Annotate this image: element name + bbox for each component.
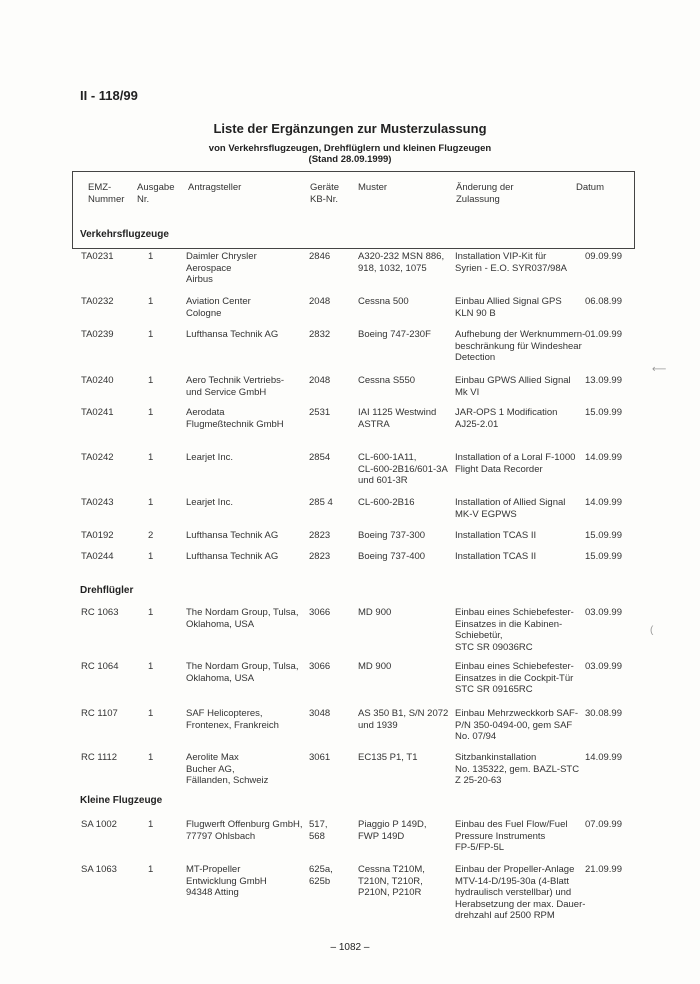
entry-aenderung: Einbau des Fuel Flow/Fuel Pressure Instruments FP-5/FP-5L — [455, 819, 568, 853]
entry-antragsteller: Learjet Inc. — [186, 497, 233, 508]
entry-ausgabe: 2 — [148, 530, 154, 541]
column-header-muster: Muster — [358, 182, 388, 193]
section-heading: Verkehrsflugzeuge — [80, 229, 169, 240]
entry-id: RC 1107 — [81, 708, 118, 719]
entry-datum: 14.09.99 — [585, 452, 622, 463]
entry-kb-nr: 285 4 — [309, 497, 333, 508]
entry-aenderung: Installation of Allied Signal MK-V EGPWS — [455, 497, 566, 520]
section-heading: Kleine Flugzeuge — [80, 795, 163, 806]
entry-datum: 03.09.99 — [585, 661, 622, 672]
entry-antragsteller: Learjet Inc. — [186, 452, 233, 463]
column-header-geraete: Geräte KB-Nr. — [310, 182, 340, 205]
entry-ausgabe: 1 — [148, 819, 154, 830]
document-title: Liste der Ergänzungen zur Musterzulassung — [213, 121, 487, 136]
entry-antragsteller: Lufthansa Technik AG — [186, 329, 279, 340]
document-reference: II - 118/99 — [80, 88, 138, 103]
entry-ausgabe: 1 — [148, 329, 154, 340]
entry-antragsteller: SAF Helicopteres, Frontenex, Frankreich — [186, 708, 279, 731]
entry-ausgabe: 1 — [148, 708, 154, 719]
entry-muster: MD 900 — [358, 607, 392, 618]
entry-kb-nr: 3048 — [309, 708, 331, 719]
entry-antragsteller: Aero Technik Vertriebs- und Service GmbH — [186, 375, 285, 398]
subtitle-line-2: (Stand 28.09.1999) — [308, 154, 392, 165]
entry-aenderung: Sitzbankinstallation No. 135322, gem. BAZL-STC Z 25-20-63 — [455, 752, 580, 786]
entry-datum: 01.09.99 — [585, 329, 622, 340]
entry-id: TA0232 — [81, 296, 114, 307]
entry-datum: 15.09.99 — [585, 551, 622, 562]
entry-aenderung: Einbau GPWS Allied Signal Mk VI — [455, 375, 571, 398]
entry-ausgabe: 1 — [148, 661, 154, 672]
entry-muster: MD 900 — [358, 661, 392, 672]
entry-datum: 06.08.99 — [585, 296, 622, 307]
margin-mark: ⟵ — [652, 364, 667, 375]
entry-ausgabe: 1 — [148, 375, 154, 386]
entry-kb-nr: 2846 — [309, 251, 331, 262]
entry-muster: Cessna S550 — [358, 375, 416, 386]
entry-aenderung: Installation TCAS II — [455, 551, 537, 562]
entry-ausgabe: 1 — [148, 864, 154, 875]
entry-kb-nr: 3066 — [309, 607, 331, 618]
page-number: – 1082 – — [330, 942, 370, 953]
entry-muster: Boeing 747-230F — [358, 329, 431, 340]
entry-kb-nr: 3066 — [309, 661, 331, 672]
entry-id: TA0240 — [81, 375, 114, 386]
entry-antragsteller: The Nordam Group, Tulsa, Oklahoma, USA — [186, 661, 299, 684]
entry-ausgabe: 1 — [148, 251, 154, 262]
column-header-antragsteller: Antragsteller — [188, 182, 242, 193]
entry-id: RC 1063 — [81, 607, 119, 618]
entry-muster: Cessna T210M, T210N, T210R, P210N, P210R — [358, 864, 425, 898]
entry-kb-nr: 2048 — [309, 296, 331, 307]
subtitle-line-1: von Verkehrsflugzeugen, Drehflüglern und kleinen Flugzeugen — [208, 143, 492, 154]
column-header-emz: EMZ- Nummer — [88, 182, 125, 205]
entry-aenderung: Installation TCAS II — [455, 530, 537, 541]
entry-muster: Piaggio P 149D, FWP 149D — [358, 819, 427, 842]
entry-antragsteller: MT-Propeller Entwicklung GmbH 94348 Atting — [186, 864, 267, 898]
entry-datum: 14.09.99 — [585, 752, 622, 763]
column-header-ausgabe: Ausgabe Nr. — [137, 182, 175, 205]
entry-datum: 03.09.99 — [585, 607, 622, 618]
entry-id: TA0241 — [81, 407, 114, 418]
entry-aenderung: Aufhebung der Werknummern- beschränkung für Windeshear Detection — [455, 329, 586, 363]
entry-kb-nr: 2823 — [309, 530, 331, 541]
entry-muster: Boeing 737-400 — [358, 551, 426, 562]
entry-id: TA0239 — [81, 329, 114, 340]
column-header-datum: Datum — [576, 182, 604, 193]
entry-muster: EC135 P1, T1 — [358, 752, 418, 763]
entry-datum: 15.09.99 — [585, 407, 622, 418]
entry-aenderung: Einbau eines Schiebefester- Einsatzes in die Kabinen- Schiebetür, STC SR 09036RC — [455, 607, 574, 653]
entry-kb-nr: 2832 — [309, 329, 331, 340]
entry-antragsteller: Daimler Chrysler Aerospace Airbus — [186, 251, 257, 285]
entry-muster: A320-232 MSN 886, 918, 1032, 1075 — [358, 251, 445, 274]
entry-aenderung: Einbau eines Schiebefester- Einsatzes in die Cockpit-Tür STC SR 09165RC — [455, 661, 574, 695]
entry-muster: CL-600-1A11, CL-600-2B16/601-3A und 601-3R — [358, 452, 448, 486]
entry-antragsteller: Aviation Center Cologne — [186, 296, 251, 319]
entry-id: RC 1112 — [81, 752, 118, 763]
entry-datum: 30.08.99 — [585, 708, 622, 719]
column-header-aenderung: Änderung der Zulassung — [456, 182, 514, 205]
entry-kb-nr: 2531 — [309, 407, 331, 418]
entry-datum: 15.09.99 — [585, 530, 622, 541]
entry-id: TA0244 — [81, 551, 114, 562]
entry-aenderung: Einbau der Propeller-Anlage MTV-14-D/195-30a (4-Blatt hydraulisch verstellbar) und Herabsetzung der max. Dauer- drehzahl auf 2500 RPM — [455, 864, 586, 921]
entry-kb-nr: 2823 — [309, 551, 331, 562]
entry-id: SA 1002 — [81, 819, 117, 830]
entry-datum: 21.09.99 — [585, 864, 622, 875]
entry-antragsteller: Aerodata Flugmeßtechnik GmbH — [186, 407, 284, 430]
entry-id: TA0231 — [81, 251, 114, 262]
entry-aenderung: JAR-OPS 1 Modification AJ25-2.01 — [455, 407, 558, 430]
entry-ausgabe: 1 — [148, 607, 154, 618]
entry-ausgabe: 1 — [148, 752, 154, 763]
entry-ausgabe: 1 — [148, 407, 154, 418]
entry-ausgabe: 1 — [148, 296, 154, 307]
document-subtitle — [0, 143, 700, 165]
entry-muster: Boeing 737-300 — [358, 530, 426, 541]
entry-ausgabe: 1 — [148, 497, 154, 508]
entry-antragsteller: Lufthansa Technik AG — [186, 551, 279, 562]
entry-kb-nr: 517, 568 — [309, 819, 328, 842]
entry-muster: Cessna 500 — [358, 296, 409, 307]
entry-datum: 13.09.99 — [585, 375, 622, 386]
entry-aenderung: Installation VIP-Kit für Syrien - E.O. SYR037/98A — [455, 251, 567, 274]
entry-id: SA 1063 — [81, 864, 117, 875]
entry-antragsteller: Aerolite Max Bucher AG, Fällanden, Schweiz — [186, 752, 269, 786]
entry-id: TA0242 — [81, 452, 114, 463]
entry-aenderung: Einbau Mehrzweckkorb SAF- P/N 350-0494-00, gem SAF No. 07/94 — [455, 708, 579, 742]
entry-kb-nr: 2854 — [309, 452, 331, 463]
entry-kb-nr: 2048 — [309, 375, 331, 386]
entry-datum: 14.09.99 — [585, 497, 622, 508]
entry-antragsteller: Lufthansa Technik AG — [186, 530, 279, 541]
entry-id: TA0192 — [81, 530, 114, 541]
entry-ausgabe: 1 — [148, 452, 154, 463]
entry-ausgabe: 1 — [148, 551, 154, 562]
entry-kb-nr: 3061 — [309, 752, 331, 763]
section-heading: Drehflügler — [80, 585, 134, 596]
entry-datum: 09.09.99 — [585, 251, 622, 262]
entry-muster: IAI 1125 Westwind ASTRA — [358, 407, 437, 430]
entry-id: TA0243 — [81, 497, 114, 508]
entry-kb-nr: 625a, 625b — [309, 864, 333, 887]
entry-muster: CL-600-2B16 — [358, 497, 415, 508]
entry-id: RC 1064 — [81, 661, 119, 672]
entry-muster: AS 350 B1, S/N 2072 und 1939 — [358, 708, 449, 731]
entry-antragsteller: The Nordam Group, Tulsa, Oklahoma, USA — [186, 607, 299, 630]
entry-antragsteller: Flugwerft Offenburg GmbH, 77797 Ohlsbach — [186, 819, 303, 842]
margin-mark: ( — [650, 625, 654, 636]
entry-datum: 07.09.99 — [585, 819, 622, 830]
entry-aenderung: Installation of a Loral F-1000 Flight Data Recorder — [455, 452, 576, 475]
entry-aenderung: Einbau Allied Signal GPS KLN 90 B — [455, 296, 562, 319]
